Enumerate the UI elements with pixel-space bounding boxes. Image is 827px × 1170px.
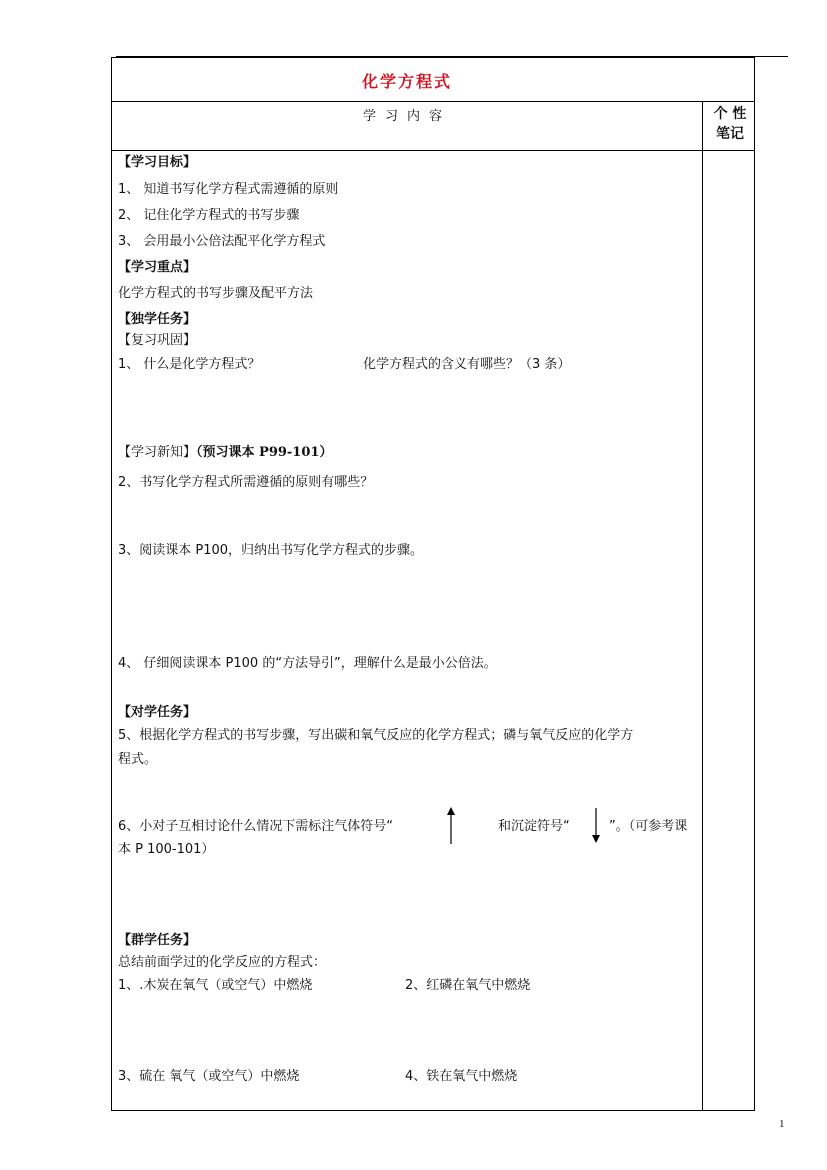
notes-column-header: 个 性 笔记 <box>713 106 747 142</box>
list-item: 2、 记住化学方程式的书写步骤 <box>118 208 300 223</box>
content-column-header: 学习内容 <box>362 109 451 124</box>
section-heading: 【独学任务】 <box>118 312 197 327</box>
question: 5、根据化学方程式的书写步骤，写出碳和氧气反应的化学方程式；磷与氧气反应的化学方 <box>118 728 634 743</box>
section-heading: 【学习重点】 <box>118 260 197 275</box>
section-heading: 【对学任务】 <box>118 705 197 720</box>
section-heading: 【群学任务】 <box>118 933 197 948</box>
page-number: 1 <box>779 1118 785 1130</box>
question: 程式。 <box>118 752 158 767</box>
divider <box>112 150 754 151</box>
paragraph: 化学方程式的书写步骤及配平方法 <box>118 286 314 301</box>
list-item: 3、 会用最小公倍法配平化学方程式 <box>118 234 326 249</box>
question: 化学方程式的含义有哪些？（3 条） <box>363 357 571 372</box>
notes-column-divider <box>702 101 703 1110</box>
divider <box>112 101 754 102</box>
section-heading: 【学习目标】 <box>118 155 197 170</box>
question: 和沉淀符号“ <box>498 819 570 834</box>
up-arrow-icon <box>445 806 457 846</box>
question: 6、小对子互相讨论什么情况下需标注气体符号“ <box>118 819 394 834</box>
section-heading: 【学习新知】（预习课本 P99-101） <box>118 445 333 460</box>
list-item: 3、硫在 氧气（或空气）中燃烧 <box>118 1069 300 1084</box>
question: 1、 什么是化学方程式？ <box>118 357 261 372</box>
list-item: 2、红磷在氧气中燃烧 <box>405 978 531 993</box>
paragraph: 总结前面学过的化学反应的方程式： <box>118 955 327 970</box>
list-item: 4、铁在氧气中燃烧 <box>405 1069 518 1084</box>
down-arrow-icon <box>590 806 602 846</box>
page-title: 化学方程式 <box>361 72 452 91</box>
question: 2、书写化学方程式所需遵循的原则有哪些？ <box>118 475 374 490</box>
question: ”。（可参考课 <box>609 819 688 834</box>
question: 3、阅读课本 P100，归纳出书写化学方程式的步骤。 <box>118 543 424 558</box>
question: 4、 仔细阅读课本 P100 的“方法导引”，理解什么是最小公倍法。 <box>118 656 497 671</box>
lesson-table <box>111 57 755 1111</box>
list-item: 1、 知道书写化学方程式需遵循的原则 <box>118 182 339 197</box>
section-heading: 【复习巩固】 <box>118 333 197 348</box>
question: 本 P 100-101） <box>118 842 215 857</box>
list-item: 1、.木炭在氧气（或空气）中燃烧 <box>118 978 313 993</box>
